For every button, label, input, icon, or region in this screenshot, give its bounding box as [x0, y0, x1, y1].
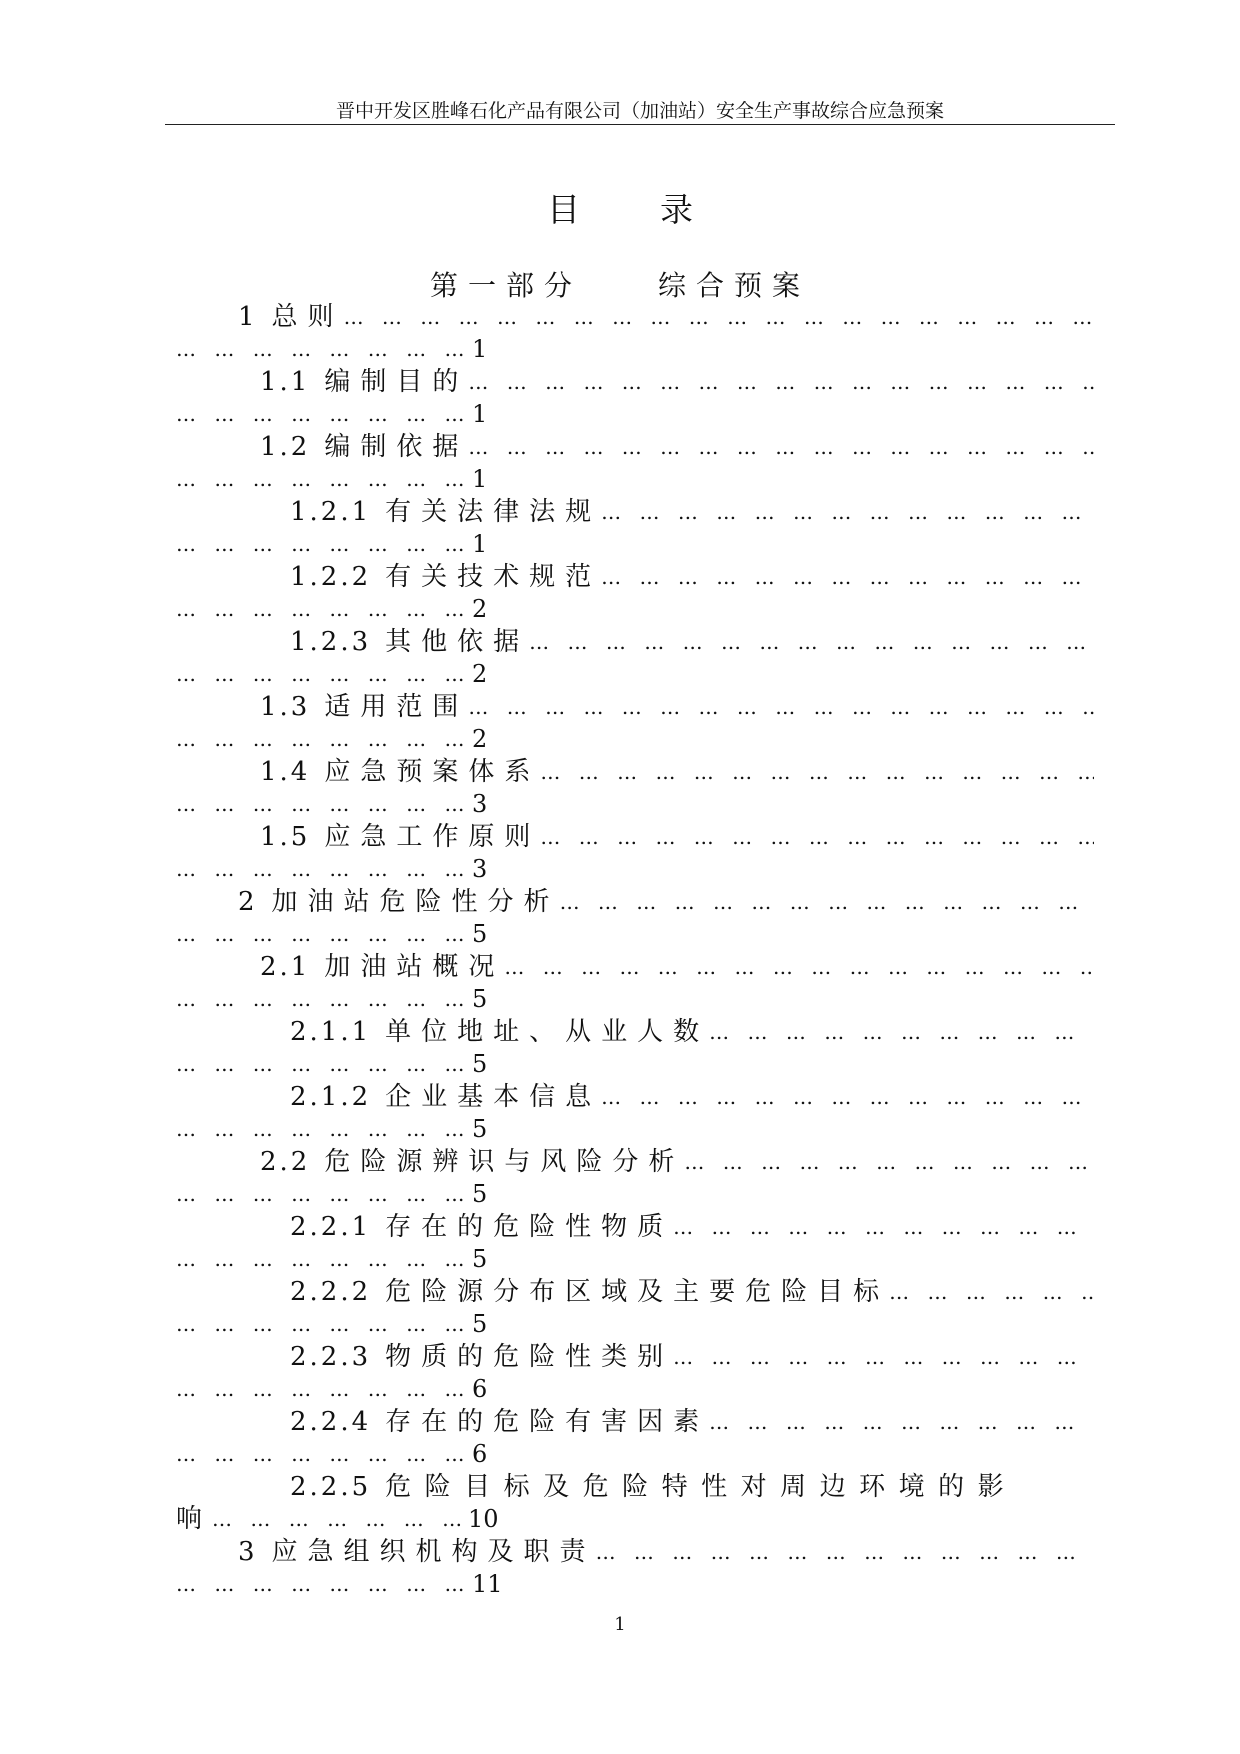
toc-entry[interactable]	[176, 430, 1094, 495]
toc-dot-leader	[889, 1275, 1094, 1309]
toc-dot-leader	[212, 1503, 462, 1534]
toc-dot-leader	[176, 983, 466, 1014]
toc-entry-label-continued: 响	[176, 1504, 203, 1534]
toc-page-number: 6	[472, 1440, 488, 1468]
toc-page-number: 3	[472, 790, 488, 818]
toc-dot-leader	[176, 1178, 466, 1209]
running-header: 晋中开发区胜峰石化产品有限公司（加油站）安全生产事故综合应急预案	[335, 100, 944, 122]
toc-entry-number: 1.4	[260, 757, 311, 787]
toc-dot-leader	[709, 1015, 1094, 1049]
toc-dot-leader	[529, 625, 1094, 659]
toc-entry-label: 危险目标及危险特性对周边环境的影	[385, 1472, 1018, 1502]
toc-entry-label: 应急预案体系	[324, 757, 541, 787]
toc-dot-leader	[176, 723, 466, 754]
toc-entry-number: 1.2	[260, 432, 311, 462]
toc-entry[interactable]	[176, 820, 1094, 885]
toc-dot-leader	[468, 690, 1094, 724]
toc-dot-leader	[176, 853, 466, 884]
toc-entry-label: 有关技术规范	[385, 562, 602, 592]
toc-dot-leader	[176, 788, 466, 819]
toc-dot-leader	[176, 1308, 466, 1339]
toc-dot-leader	[176, 1438, 466, 1469]
toc-dot-leader	[176, 1243, 466, 1274]
toc-entry-number: 1.5	[260, 822, 311, 852]
toc-page-number: 5	[472, 1310, 488, 1338]
toc-entry-label: 危险源分布区域及主要危险目标	[385, 1277, 890, 1307]
toc-dot-leader	[673, 1340, 1094, 1374]
toc-entry[interactable]	[176, 495, 1094, 560]
toc-entry[interactable]	[176, 690, 1094, 755]
toc-entry-number: 1	[238, 302, 258, 332]
toc-entry-number: 2.2.1	[290, 1212, 372, 1242]
toc-dot-leader	[540, 755, 1094, 789]
toc-entry[interactable]	[176, 1535, 1094, 1600]
toc-entry-label: 加油站概况	[324, 952, 505, 982]
toc-page-number: 1	[472, 465, 488, 493]
toc-page-number: 5	[472, 1115, 488, 1143]
toc-entry-number: 2	[238, 887, 258, 917]
toc-entry-number: 2.1.1	[290, 1017, 372, 1047]
toc-dot-leader	[601, 1080, 1094, 1114]
toc-entry-label: 编制目的	[324, 367, 469, 397]
toc-entry[interactable]	[176, 1145, 1094, 1210]
toc-entry-number: 2.2.4	[290, 1407, 372, 1437]
toc-entry[interactable]	[176, 950, 1094, 1015]
toc-entry-label: 存在的危险有害因素	[385, 1407, 710, 1437]
toc-entry-number: 2.2.3	[290, 1342, 372, 1372]
toc-entry-label: 其他依据	[385, 627, 530, 657]
part-heading: 第一部分 综合预案	[429, 269, 810, 302]
page-title: 目录	[547, 190, 773, 229]
toc-dot-leader	[560, 885, 1094, 919]
toc-page-number: 5	[472, 985, 488, 1013]
toc-entry-label: 企业基本信息	[385, 1082, 602, 1112]
toc-entry-label: 物质的危险性类别	[385, 1342, 674, 1372]
toc-dot-leader	[176, 1113, 466, 1144]
page-number: 1	[614, 1614, 626, 1635]
toc-dot-leader	[176, 463, 466, 494]
toc-dot-leader	[468, 365, 1094, 399]
toc-page-number: 3	[472, 855, 488, 883]
toc-entry-label: 有关法律法规	[385, 497, 602, 527]
toc-dot-leader	[601, 560, 1094, 594]
toc-entry-label: 危险源辨识与风险分析	[324, 1147, 685, 1177]
toc-entry[interactable]	[176, 1340, 1094, 1405]
toc-entry[interactable]	[176, 1080, 1094, 1145]
toc-entry-number: 2.1.2	[290, 1082, 372, 1112]
toc-entry[interactable]	[176, 1405, 1094, 1470]
toc-dot-leader	[344, 300, 1094, 334]
toc-dot-leader	[176, 528, 466, 559]
toc-entry[interactable]	[176, 755, 1094, 820]
toc-entry-number: 1.2.2	[290, 562, 372, 592]
toc-entry-number: 2.2.2	[290, 1277, 372, 1307]
toc-entry-number: 1.1	[260, 367, 311, 397]
toc-entry-label: 加油站危险性分析	[271, 887, 560, 917]
toc-entry[interactable]	[176, 1275, 1094, 1340]
toc-page-number: 5	[472, 1180, 488, 1208]
toc-entry-number: 2.2.5	[290, 1472, 372, 1502]
toc-entry-label: 存在的危险性物质	[385, 1212, 674, 1242]
toc-dot-leader	[540, 820, 1094, 854]
toc-entry[interactable]	[176, 1210, 1094, 1275]
table-of-contents	[176, 300, 1094, 1600]
toc-entry-label: 总则	[271, 302, 344, 332]
toc-dot-leader	[176, 918, 466, 949]
toc-dot-leader	[709, 1405, 1094, 1439]
toc-entry-number: 1.3	[260, 692, 311, 722]
toc-entry[interactable]	[176, 365, 1094, 430]
toc-dot-leader	[176, 1048, 466, 1079]
toc-entry[interactable]	[176, 1470, 1094, 1535]
toc-entry[interactable]	[176, 560, 1094, 625]
toc-dot-leader	[176, 1568, 466, 1599]
toc-entry[interactable]	[176, 625, 1094, 690]
toc-entry-number: 2.1	[260, 952, 311, 982]
toc-dot-leader	[176, 333, 466, 364]
toc-page-number: 1	[472, 400, 488, 428]
toc-entry-number: 1.2.1	[290, 497, 372, 527]
toc-page-number: 2	[472, 660, 488, 688]
toc-entry-label: 单位地址、从业人数	[385, 1017, 710, 1047]
toc-page-number: 2	[472, 725, 488, 753]
toc-entry-label: 应急工作原则	[324, 822, 541, 852]
toc-dot-leader	[176, 658, 466, 689]
header-divider	[165, 124, 1115, 125]
toc-entry[interactable]	[176, 1015, 1094, 1080]
toc-page-number: 2	[472, 595, 488, 623]
toc-entry-label: 适用范围	[324, 692, 469, 722]
toc-dot-leader	[504, 950, 1094, 984]
toc-page-number: 5	[472, 1245, 488, 1273]
toc-entry-number: 3	[238, 1537, 258, 1567]
toc-dot-leader	[176, 1373, 466, 1404]
toc-entry[interactable]	[176, 885, 1094, 950]
toc-dot-leader	[601, 495, 1094, 529]
toc-page-number: 1	[472, 530, 488, 558]
toc-page-number: 10	[468, 1505, 499, 1533]
toc-dot-leader	[673, 1210, 1094, 1244]
toc-dot-leader	[684, 1145, 1094, 1179]
toc-entry-label: 应急组织机构及职责	[271, 1537, 596, 1567]
toc-page-number: 6	[472, 1375, 488, 1403]
toc-page-number: 5	[472, 1050, 488, 1078]
toc-page-number: 1	[472, 335, 488, 363]
toc-dot-leader	[468, 430, 1094, 464]
toc-entry[interactable]	[176, 300, 1094, 365]
toc-dot-leader	[176, 593, 466, 624]
toc-dot-leader	[596, 1535, 1094, 1569]
toc-page-number: 11	[472, 1570, 503, 1598]
toc-entry-label: 编制依据	[324, 432, 469, 462]
toc-dot-leader	[176, 398, 466, 429]
toc-entry-number: 2.2	[260, 1147, 311, 1177]
toc-entry-number: 1.2.3	[290, 627, 372, 657]
toc-page-number: 5	[472, 920, 488, 948]
